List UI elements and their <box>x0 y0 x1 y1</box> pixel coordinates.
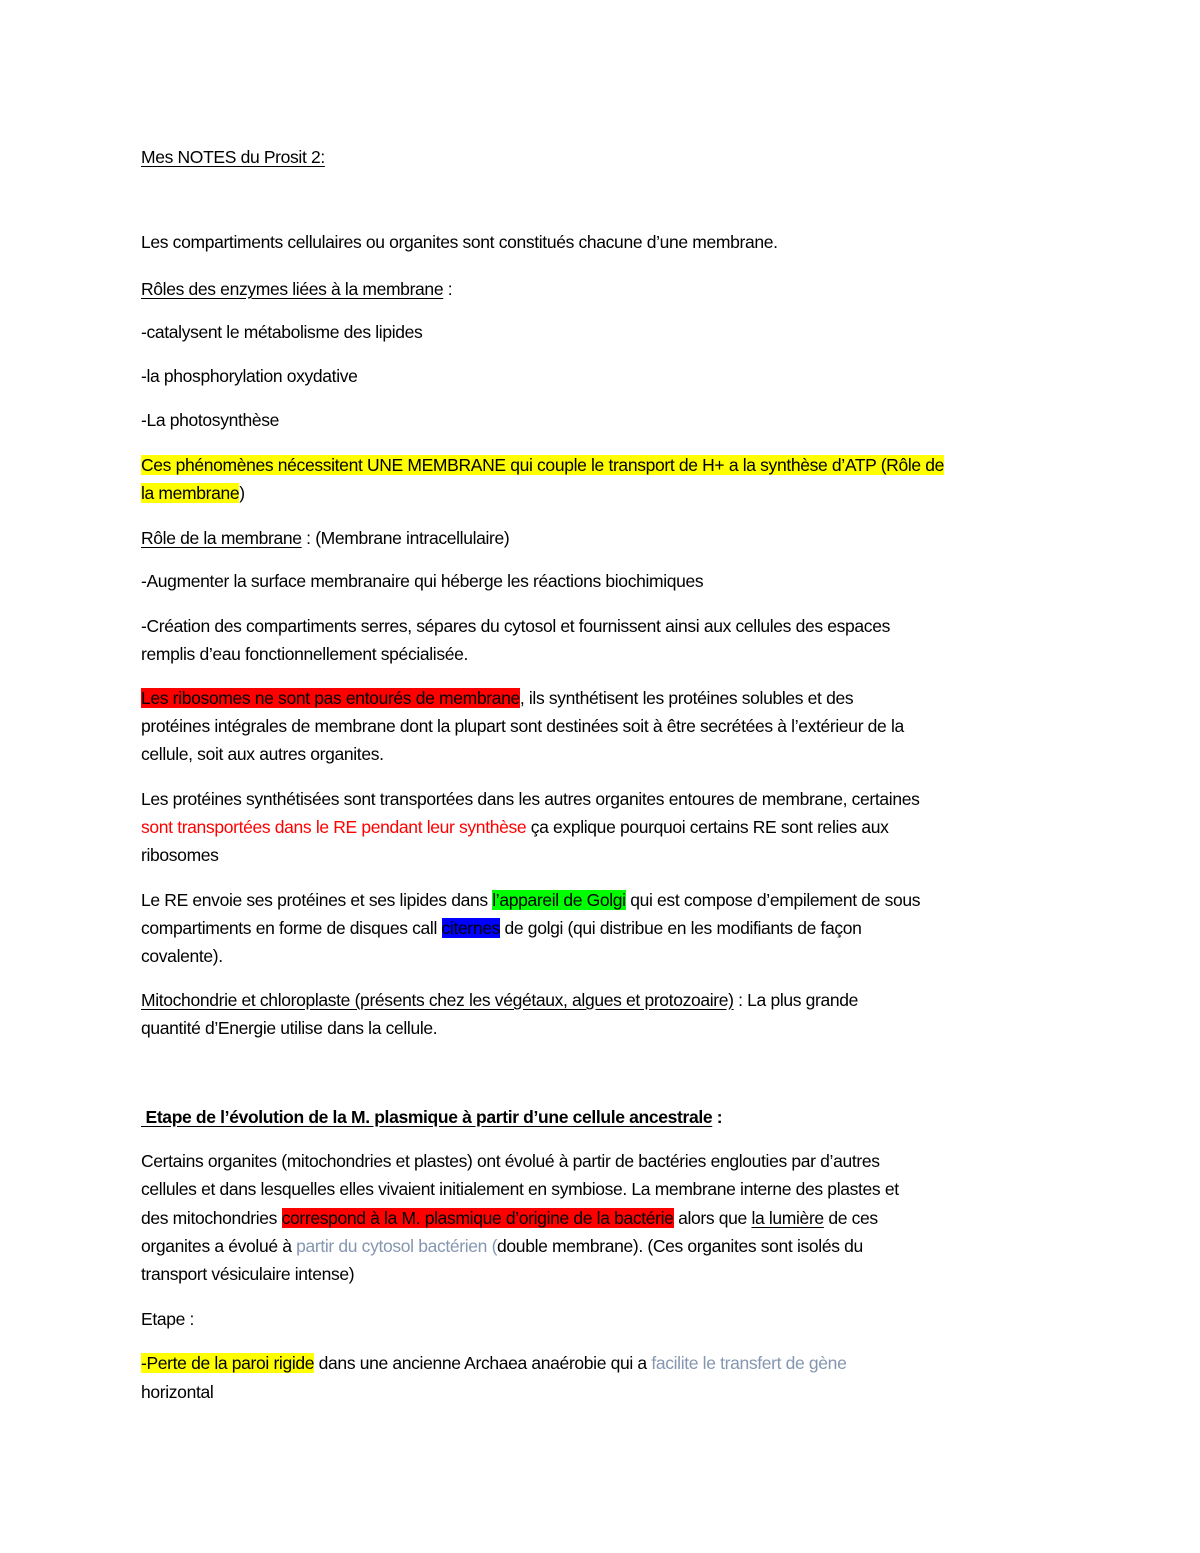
membrane-role-item: -Création des compartiments serres, sépares du cytosol et fournissent ainsi aux cellules des espaces <box>141 616 890 636</box>
evolution-paragraph-line2: cellules et dans lesquelles elles vivaient initialement en symbiose. La membrane interne des plastes et <box>141 1179 899 1199</box>
transport-paragraph-line2 <box>141 815 888 839</box>
slate-text: facilite le transfert de gène <box>651 1353 847 1373</box>
green-highlight: l’appareil de Golgi <box>492 890 626 910</box>
highlight-note-line1 <box>141 453 944 477</box>
highlight-note-line2 <box>141 481 245 505</box>
yellow-highlight: Ces phénomènes nécessitent UNE MEMBRANE qui couple le transport de H+ a la synthèse d’ATP (Rôle de <box>141 455 945 475</box>
mito-heading: Mitochondrie et chloroplaste (présents chez les végétaux, algues et protozoaire) <box>141 990 734 1010</box>
transport-paragraph-line3: ribosomes <box>141 845 219 865</box>
golgi-paragraph-line2 <box>141 916 862 940</box>
ribosomes-paragraph-line3: cellule, soit aux autres organites. <box>141 744 384 764</box>
red-highlight: Les ribosomes ne sont pas entourés de membrane <box>141 688 520 708</box>
etape-label: Etape : <box>141 1309 195 1329</box>
plain-text: : La plus grande <box>733 990 859 1010</box>
evolution-paragraph-line1: Certains organites (mitochondries et plastes) ont évolué à partir de bactéries englouties par d’autres <box>141 1151 880 1171</box>
yellow-highlight: -Perte de la paroi rigide <box>141 1353 315 1373</box>
plain-text: Le RE envoie ses protéines et ses lipides dans <box>141 890 493 910</box>
intro-paragraph: Les compartiments cellulaires ou organites sont constitués chacune d’une membrane. <box>141 232 778 252</box>
enzymes-heading <box>141 277 452 301</box>
ribosomes-paragraph-line1 <box>141 686 853 710</box>
membrane-role-suffix: : (Membrane intracellulaire) <box>301 528 510 548</box>
membrane-role-item: -Augmenter la surface membranaire qui héberge les réactions biochimiques <box>141 571 704 591</box>
evolution-paragraph-line4 <box>141 1234 863 1258</box>
plain-text: qui est compose d’empilement de sous <box>625 890 921 910</box>
title-text: Mes NOTES du Prosit 2: <box>141 147 325 167</box>
plain-text: de ces <box>823 1208 878 1228</box>
evolution-paragraph-line5: transport vésiculaire intense) <box>141 1264 355 1284</box>
mito-paragraph-line2: quantité d’Energie utilise dans la cellule. <box>141 1018 438 1038</box>
enzyme-role-item: -catalysent le métabolisme des lipides <box>141 322 423 342</box>
evolution-paragraph-line3 <box>141 1206 878 1230</box>
plain-text: des mitochondries <box>141 1208 282 1228</box>
golgi-paragraph-line1 <box>141 888 920 912</box>
underlined-text: la lumière <box>751 1208 824 1228</box>
etape-item-line2: horizontal <box>141 1382 214 1402</box>
plain-text: , ils synthétisent les protéines solubles et des <box>519 688 854 708</box>
plain-text: ça explique pourquoi certains RE sont relies aux <box>526 817 889 837</box>
evolution-heading <box>141 1105 722 1129</box>
plain-text: alors que <box>673 1208 752 1228</box>
blue-highlight: citernes <box>441 918 501 938</box>
evolution-heading-text: Etape de l’évolution de la M. plasmique à partir d’une cellule ancestrale <box>141 1107 713 1127</box>
red-text: sont transportées dans le RE pendant leur synthèse <box>141 817 527 837</box>
yellow-highlight: la membrane <box>141 483 240 503</box>
enzyme-role-item: -La photosynthèse <box>141 410 280 430</box>
evolution-heading-suffix: : <box>712 1107 723 1127</box>
plain-text: compartiments en forme de disques call <box>141 918 442 938</box>
plain-text: ) <box>239 483 245 503</box>
enzyme-role-item: -la phosphorylation oxydative <box>141 366 358 386</box>
mito-paragraph-line1 <box>141 988 858 1012</box>
enzymes-heading-suffix: : <box>443 279 453 299</box>
etape-item-line1 <box>141 1351 846 1375</box>
membrane-role-heading <box>141 526 509 550</box>
slate-text: partir du cytosol bactérien ( <box>296 1236 498 1256</box>
plain-text: de golgi (qui distribue en les modifiants de façon <box>500 918 862 938</box>
red-highlight: correspond à la M. plasmique d’origine de la bactérie <box>281 1208 674 1228</box>
transport-paragraph-line1: Les protéines synthétisées sont transportées dans les autres organites entoures de membrane, certaines <box>141 789 920 809</box>
ribosomes-paragraph-line2: protéines intégrales de membrane dont la plupart sont destinées soit à être secrétées à l’extérieur de la <box>141 716 904 736</box>
plain-text: dans une ancienne Archaea anaérobie qui a <box>314 1353 652 1373</box>
enzymes-heading-text: Rôles des enzymes liées à la membrane <box>141 279 444 299</box>
plain-text: organites a évolué à <box>141 1236 297 1256</box>
golgi-paragraph-line3: covalente). <box>141 946 223 966</box>
membrane-role-heading-text: Rôle de la membrane <box>141 528 302 548</box>
membrane-role-item-cont: remplis d’eau fonctionnellement spécialisée. <box>141 644 469 664</box>
plain-text: double membrane). (Ces organites sont isolés du <box>497 1236 863 1256</box>
document-title <box>141 145 325 169</box>
